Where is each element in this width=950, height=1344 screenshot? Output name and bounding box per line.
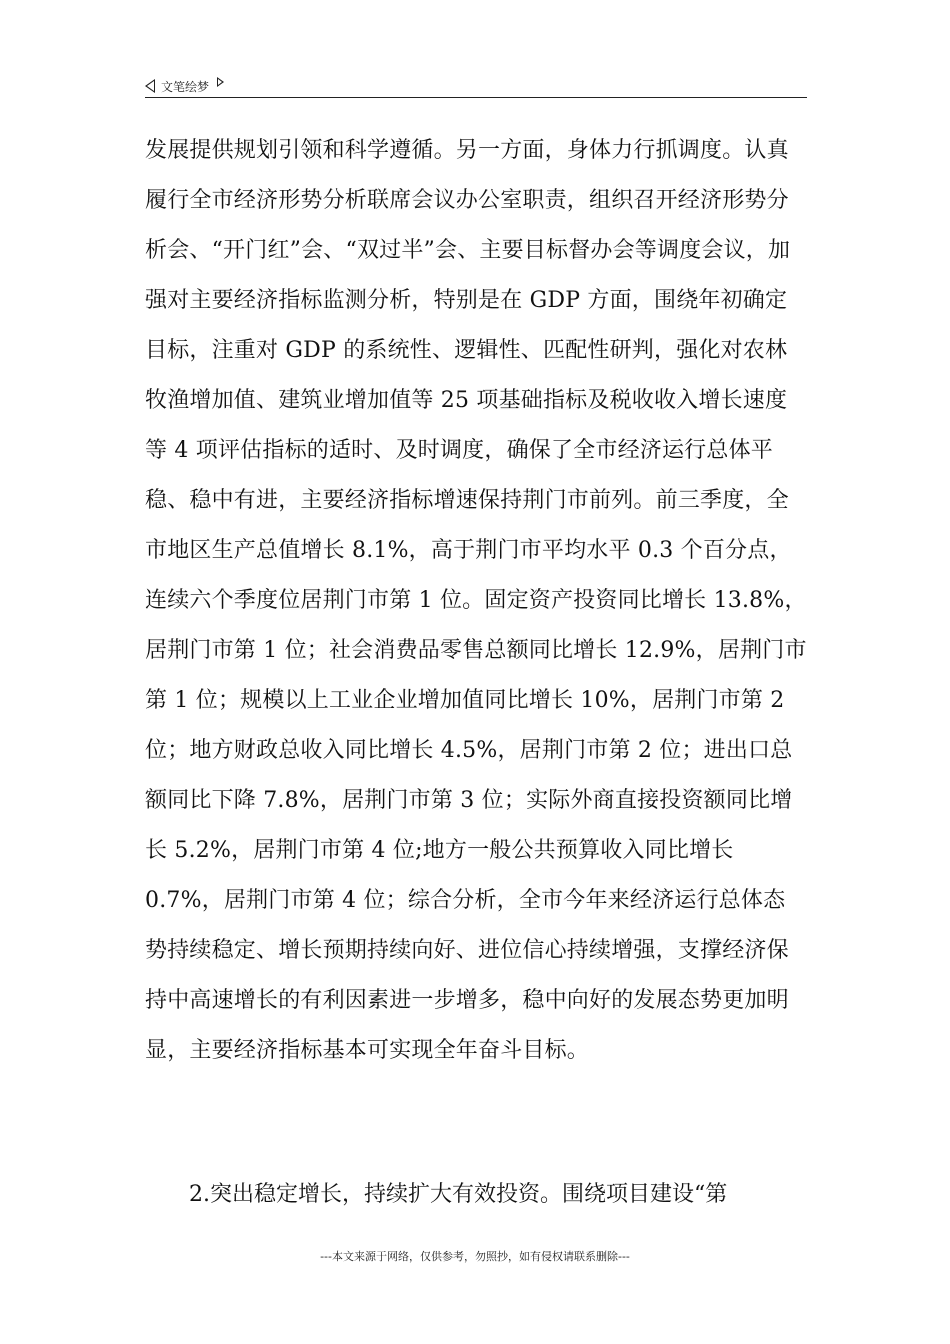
- triangle-right-icon: [217, 77, 224, 87]
- header-divider: [145, 97, 807, 98]
- paragraph-1: 发展提供规划引领和科学遵循。另一方面，身体力行抓调度。认真履行全市经济形势分析联席会议办公室职责，组织召开经济形势分析会、“开门红”会、“双过半”会、主要目标督办会等调度会议，加强对主要经济指标监测分析，特别是在 GDP 方面，围绕年初确定目标，注重对 GDP 的系统性、逻辑性、匹配性研判，强化对农林牧渔增加值、建筑业增加值等 25 项基础指标及税收收入增长速度等 4 项评估指标的适时、及时调度，确保了全市经济运行总体平稳、稳中有进，主要经济指标增速保持荆门市前列。前三季度，全市地区生产总值增长 8.1%，高于荆门市平均水平 0.3 个百分点，连续六个季度位居荆门市第 1 位。固定资产投资同比增长 13.8%，居荆门市第 1 位；社会消费品零售总额同比增长 12.9%，居荆门市第 1 位；规模以上工业企业增加值同比增长 10%，居荆门市第 2 位；地方财政总收入同比增长 4.5%，居荆门市第 2 位；进出口总额同比下降 7.8%，居荆门市第 3 位；实际外商直接投资额同比增长 5.2%，居荆门市第 4 位;地方一般公共预算收入同比增长 0.7%，居荆门市第 4 位；综合分析，全市今年来经济运行总体态势持续稳定、增长预期持续向好、进位信心持续增强，支撑经济保持中高速增长的有利因素进一步增多，稳中向好的发展态势更加明显，主要经济指标基本可实现全年奋斗目标。: [145, 138, 807, 1063]
- footer-notice: ---本文来源于网络，仅供参考，勿照抄，如有侵权请联系删除---: [320, 1250, 630, 1263]
- triangle-left-icon: [145, 79, 155, 93]
- header-brand: 文笔绘梦: [161, 79, 210, 94]
- paragraph-2: 2.突出稳定增长，持续扩大有效投资。围绕项目建设“第: [189, 1182, 728, 1207]
- page-header: [145, 74, 807, 98]
